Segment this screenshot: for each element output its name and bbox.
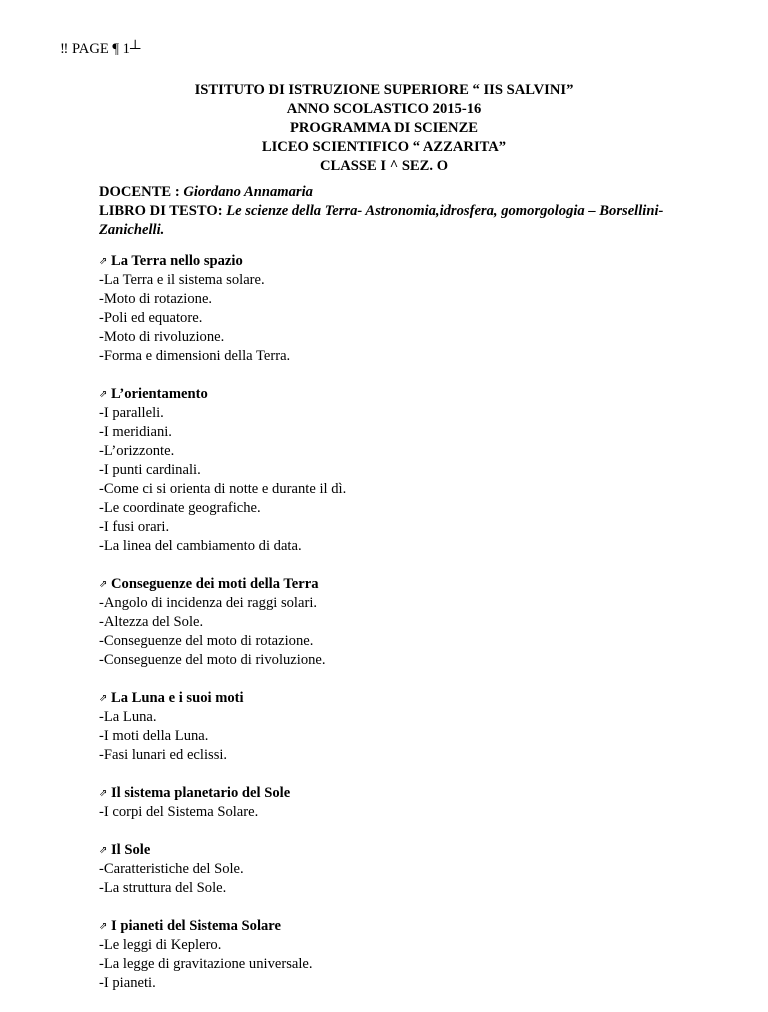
section-title	[99, 689, 711, 708]
section-title	[99, 575, 711, 594]
title-line-school-year: ANNO SCOLASTICO 2015-16	[286, 101, 482, 117]
title-line-liceo: LICEO SCIENTIFICO “ AZZARITA”	[261, 139, 507, 155]
textbook-publisher: Zanichelli.	[99, 222, 165, 238]
section-title-text: La Terra nello spazio	[111, 253, 243, 269]
section-item: -Conseguenze del moto di rotazione.	[99, 633, 314, 649]
teacher-name: Giordano Annamaria	[183, 184, 313, 200]
section-item: -Caratteristiche del Sole.	[99, 861, 244, 877]
section-item: -Moto di rivoluzione.	[99, 329, 225, 345]
section-item: -Le leggi di Keplero.	[99, 937, 222, 953]
section-item: -I punti cardinali.	[99, 462, 201, 478]
section-title-text: L’orientamento	[111, 386, 208, 402]
textbook-line	[99, 202, 711, 221]
syllabus-section	[99, 252, 711, 366]
bullet-arrow-icon: ⇗	[99, 579, 108, 590]
page-marker: ‼ PAGE ¶ 1┴	[60, 41, 141, 57]
bullet-arrow-icon: ⇗	[99, 693, 108, 704]
section-item: -I meridiani.	[99, 424, 172, 440]
section-title-text: I pianeti del Sistema Solare	[111, 918, 281, 934]
section-title	[99, 917, 711, 936]
title-line-institute: ISTITUTO DI ISTRUZIONE SUPERIORE “ IIS SALVINI”	[194, 82, 574, 98]
section-title-text: Conseguenze dei moti della Terra	[111, 576, 319, 592]
section-item: -I moti della Luna.	[99, 728, 209, 744]
syllabus-section	[99, 689, 711, 765]
section-item: -Angolo di incidenza dei raggi solari.	[99, 595, 318, 611]
section-item: -La struttura del Sole.	[99, 880, 227, 896]
bullet-arrow-icon: ⇗	[99, 788, 108, 799]
section-item: -Conseguenze del moto di rivoluzione.	[99, 652, 326, 668]
section-item: -I pianeti.	[99, 975, 156, 991]
bullet-arrow-icon: ⇗	[99, 845, 108, 856]
page-header	[60, 40, 140, 59]
teacher-line	[99, 183, 711, 202]
section-title	[99, 385, 711, 404]
teacher-label: DOCENTE :	[99, 184, 184, 200]
section-item: -I fusi orari.	[99, 519, 170, 535]
section-title	[99, 784, 711, 803]
section-item: -La linea del cambiamento di data.	[99, 538, 302, 554]
section-item: -I paralleli.	[99, 405, 164, 421]
section-title	[99, 252, 711, 271]
section-item: -Come ci si orienta di notte e durante il dì.	[99, 481, 347, 497]
textbook-line-2	[99, 221, 711, 240]
section-item: -Le coordinate geografiche.	[99, 500, 261, 516]
document-meta	[99, 183, 711, 240]
section-item: -Poli ed equatore.	[99, 310, 203, 326]
section-title-text: Il sistema planetario del Sole	[111, 785, 291, 801]
syllabus-section	[99, 575, 711, 670]
title-line-class: CLASSE I ^ SEZ. O	[319, 158, 449, 174]
section-item: -Forma e dimensioni della Terra.	[99, 348, 291, 364]
section-title	[99, 841, 711, 860]
section-title-text: Il Sole	[111, 842, 151, 858]
document-title-block	[0, 81, 768, 176]
syllabus-content	[99, 252, 711, 1012]
syllabus-section	[99, 841, 711, 898]
section-item: -La Terra e il sistema solare.	[99, 272, 265, 288]
section-item: -I corpi del Sistema Solare.	[99, 804, 259, 820]
section-item: -L’orizzonte.	[99, 443, 175, 459]
section-item: -La legge di gravitazione universale.	[99, 956, 313, 972]
syllabus-section	[99, 385, 711, 556]
textbook-title: Le scienze della Terra- Astronomia,idrosfera, gomorgologia – Borsellini-	[226, 203, 664, 219]
section-item: -Moto di rotazione.	[99, 291, 213, 307]
section-item: -Fasi lunari ed eclissi.	[99, 747, 228, 763]
textbook-label: LIBRO DI TESTO:	[99, 203, 227, 219]
section-item: -Altezza del Sole.	[99, 614, 204, 630]
bullet-arrow-icon: ⇗	[99, 921, 108, 932]
bullet-arrow-icon: ⇗	[99, 256, 108, 267]
syllabus-section	[99, 917, 711, 993]
bullet-arrow-icon: ⇗	[99, 389, 108, 400]
section-item: -La Luna.	[99, 709, 157, 725]
title-line-program: PROGRAMMA DI SCIENZE	[289, 120, 479, 136]
syllabus-section	[99, 784, 711, 822]
section-title-text: La Luna e i suoi moti	[111, 690, 244, 706]
